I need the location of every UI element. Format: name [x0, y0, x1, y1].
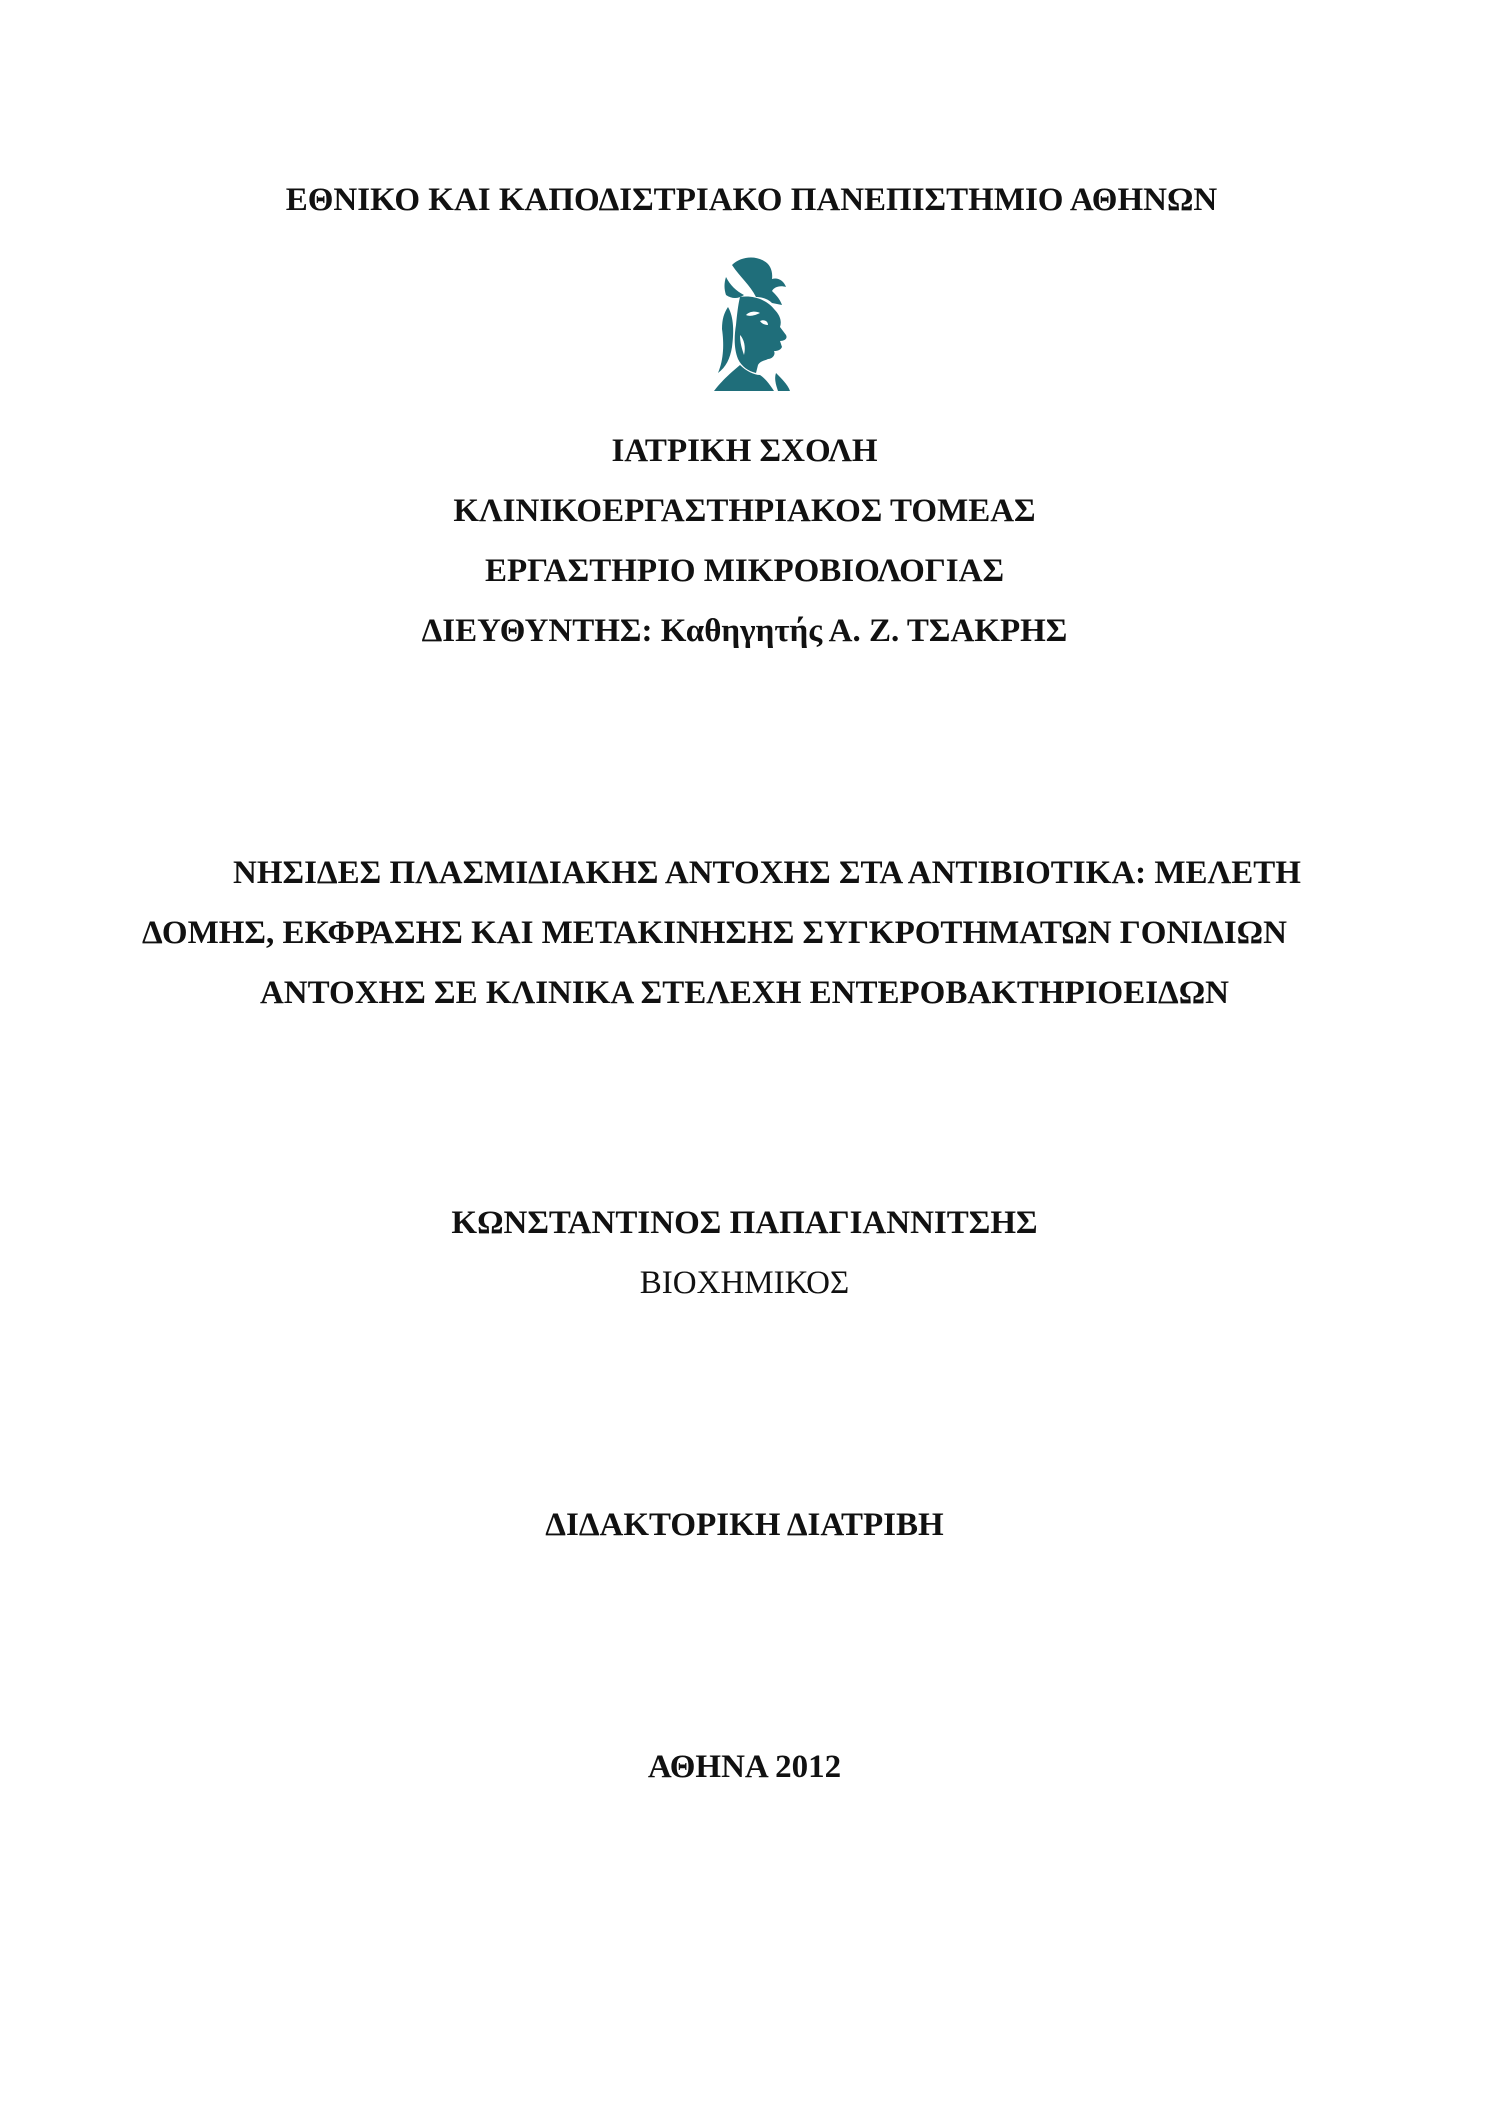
thesis-title-line: ΔΟΜΗΣ, ΕΚΦΡΑΣΗΣ ΚΑΙ ΜΕΤΑΚΙΝΗΣΗΣ ΣΥΓΚΡΟΤΗΜΑΤΩΝ ΓΟΝΙΔΙΩΝ: [142, 915, 1287, 951]
director-line: ΔΙΕΥΘΥΝΤΗΣ: Καθηγητής Α. Ζ. ΤΣΑΚΡΗΣ: [421, 613, 1068, 649]
thesis-title-line: ΑΝΤΟΧΗΣ ΣΕ ΚΛΙΝΙΚΑ ΣΤΕΛΕΧΗ ΕΝΤΕΡΟΒΑΚΤΗΡΙΟΕΙΔΩΝ: [259, 975, 1230, 1011]
thesis-title-line: ΝΗΣΙΔΕΣ ΠΛΑΣΜΙΔΙΑΚΗΣ ΑΝΤΟΧΗΣ ΣΤΑ ΑΝΤΙΒΙΟΤΙΚΑ: ΜΕΛΕΤΗ: [233, 855, 1301, 891]
document-type: ΔΙΔΑΚΤΟΡΙΚΗ ΔΙΑΤΡΙΒΗ: [545, 1507, 944, 1543]
athena-head-logo-icon: [710, 255, 802, 391]
sector-name: ΚΛΙΝΙΚΟΕΡΓΑΣΤΗΡΙΑΚΟΣ ΤΟΜΕΑΣ: [453, 493, 1036, 529]
author-profession: ΒΙΟΧΗΜΙΚΟΣ: [639, 1265, 850, 1301]
school-name: ΙΑΤΡΙΚΗ ΣΧΟΛΗ: [611, 433, 878, 469]
author-name: ΚΩΝΣΤΑΝΤΙΝΟΣ ΠΑΠΑΓΙΑΝΝΙΤΣΗΣ: [451, 1205, 1038, 1241]
university-name: ΕΘΝΙΚΟ ΚΑΙ ΚΑΠΟΔΙΣΤΡΙΑΚΟ ΠΑΝΕΠΙΣΤΗΜΙΟ ΑΘΗΝΩΝ: [285, 182, 1218, 218]
place-and-year: ΑΘΗΝΑ 2012: [647, 1749, 842, 1785]
lab-name: ΕΡΓΑΣΤΗΡΙΟ ΜΙΚΡΟΒΙΟΛΟΓΙΑΣ: [484, 553, 1005, 589]
